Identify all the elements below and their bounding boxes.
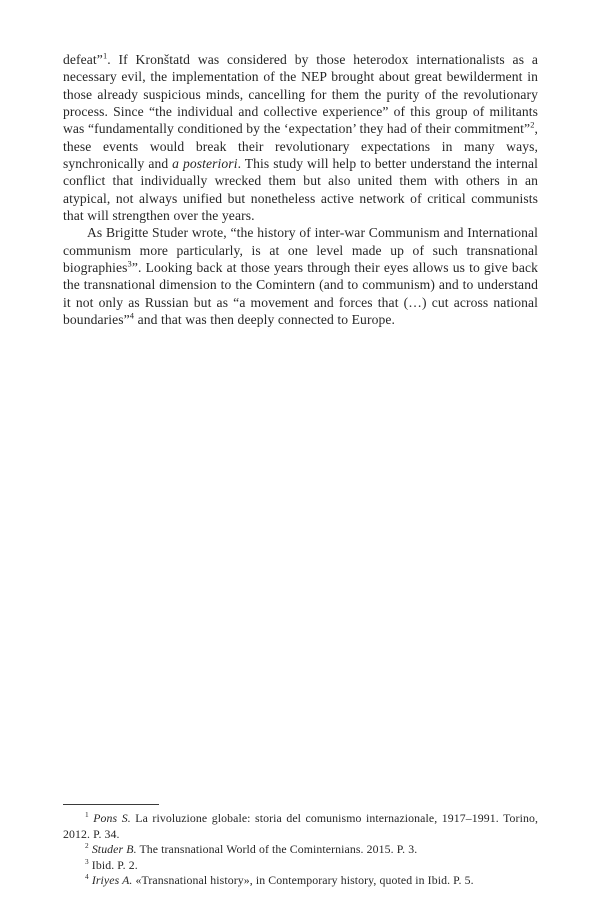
footnote-4: $^4$ Iriyes A. «Transnational history», in Contemporary history, quoted in Ibid. P. 5. — [85, 872, 474, 888]
footnote-2: $^2$ Studer B. The transnational World of the Cominternians. 2015. P. 3. — [85, 841, 418, 857]
body-paragraph-2: As Brigitte Studer wrote, “the history of inter-war Communism and International communism more particularly, is at one level made up of such transnational biographies$^3$”. Looking back at those years through their eyes allows us to give back the transnational dimension to the Comintern (and to communism) and to understand it not only as Russian but as “a movement and forces that (…) cut across national boundaries”$^4$ and that was then deeply connected to Europe. — [63, 225, 538, 328]
body-paragraph-1: defeat”$^1$. If Kronštatd was considered by those heterodox internationalists as a necessary evil, the implementation of the NEP brought about great bewilderment in those already suspicious minds, cancelling for them the purity of the revolutionary process. Since “the individual and collective experience” of this group of militants was “fundamentally conditioned by the ‘expectation’ they had of their commitment”$^2$, these events would break their revolutionary expectations in many ways, synchronically and a posteriori. This study will help to better understand the internal conflict that individually wrecked them but also united them with others in an atypical, not always unified but nonetheless active network of critical communists that will strengthen over the years. — [63, 50, 538, 224]
footnote-3: $^3$ Ibid. P. 2. — [85, 856, 138, 872]
footnote-1: $^1$ Pons S. La rivoluzione globale: storia del comunismo internazionale, 1917–1991. Torino, 2012. P. 34. — [63, 810, 538, 841]
footnotes-section — [63, 804, 538, 889]
body-text — [63, 51, 538, 329]
footnote-separator-line — [63, 804, 159, 805]
